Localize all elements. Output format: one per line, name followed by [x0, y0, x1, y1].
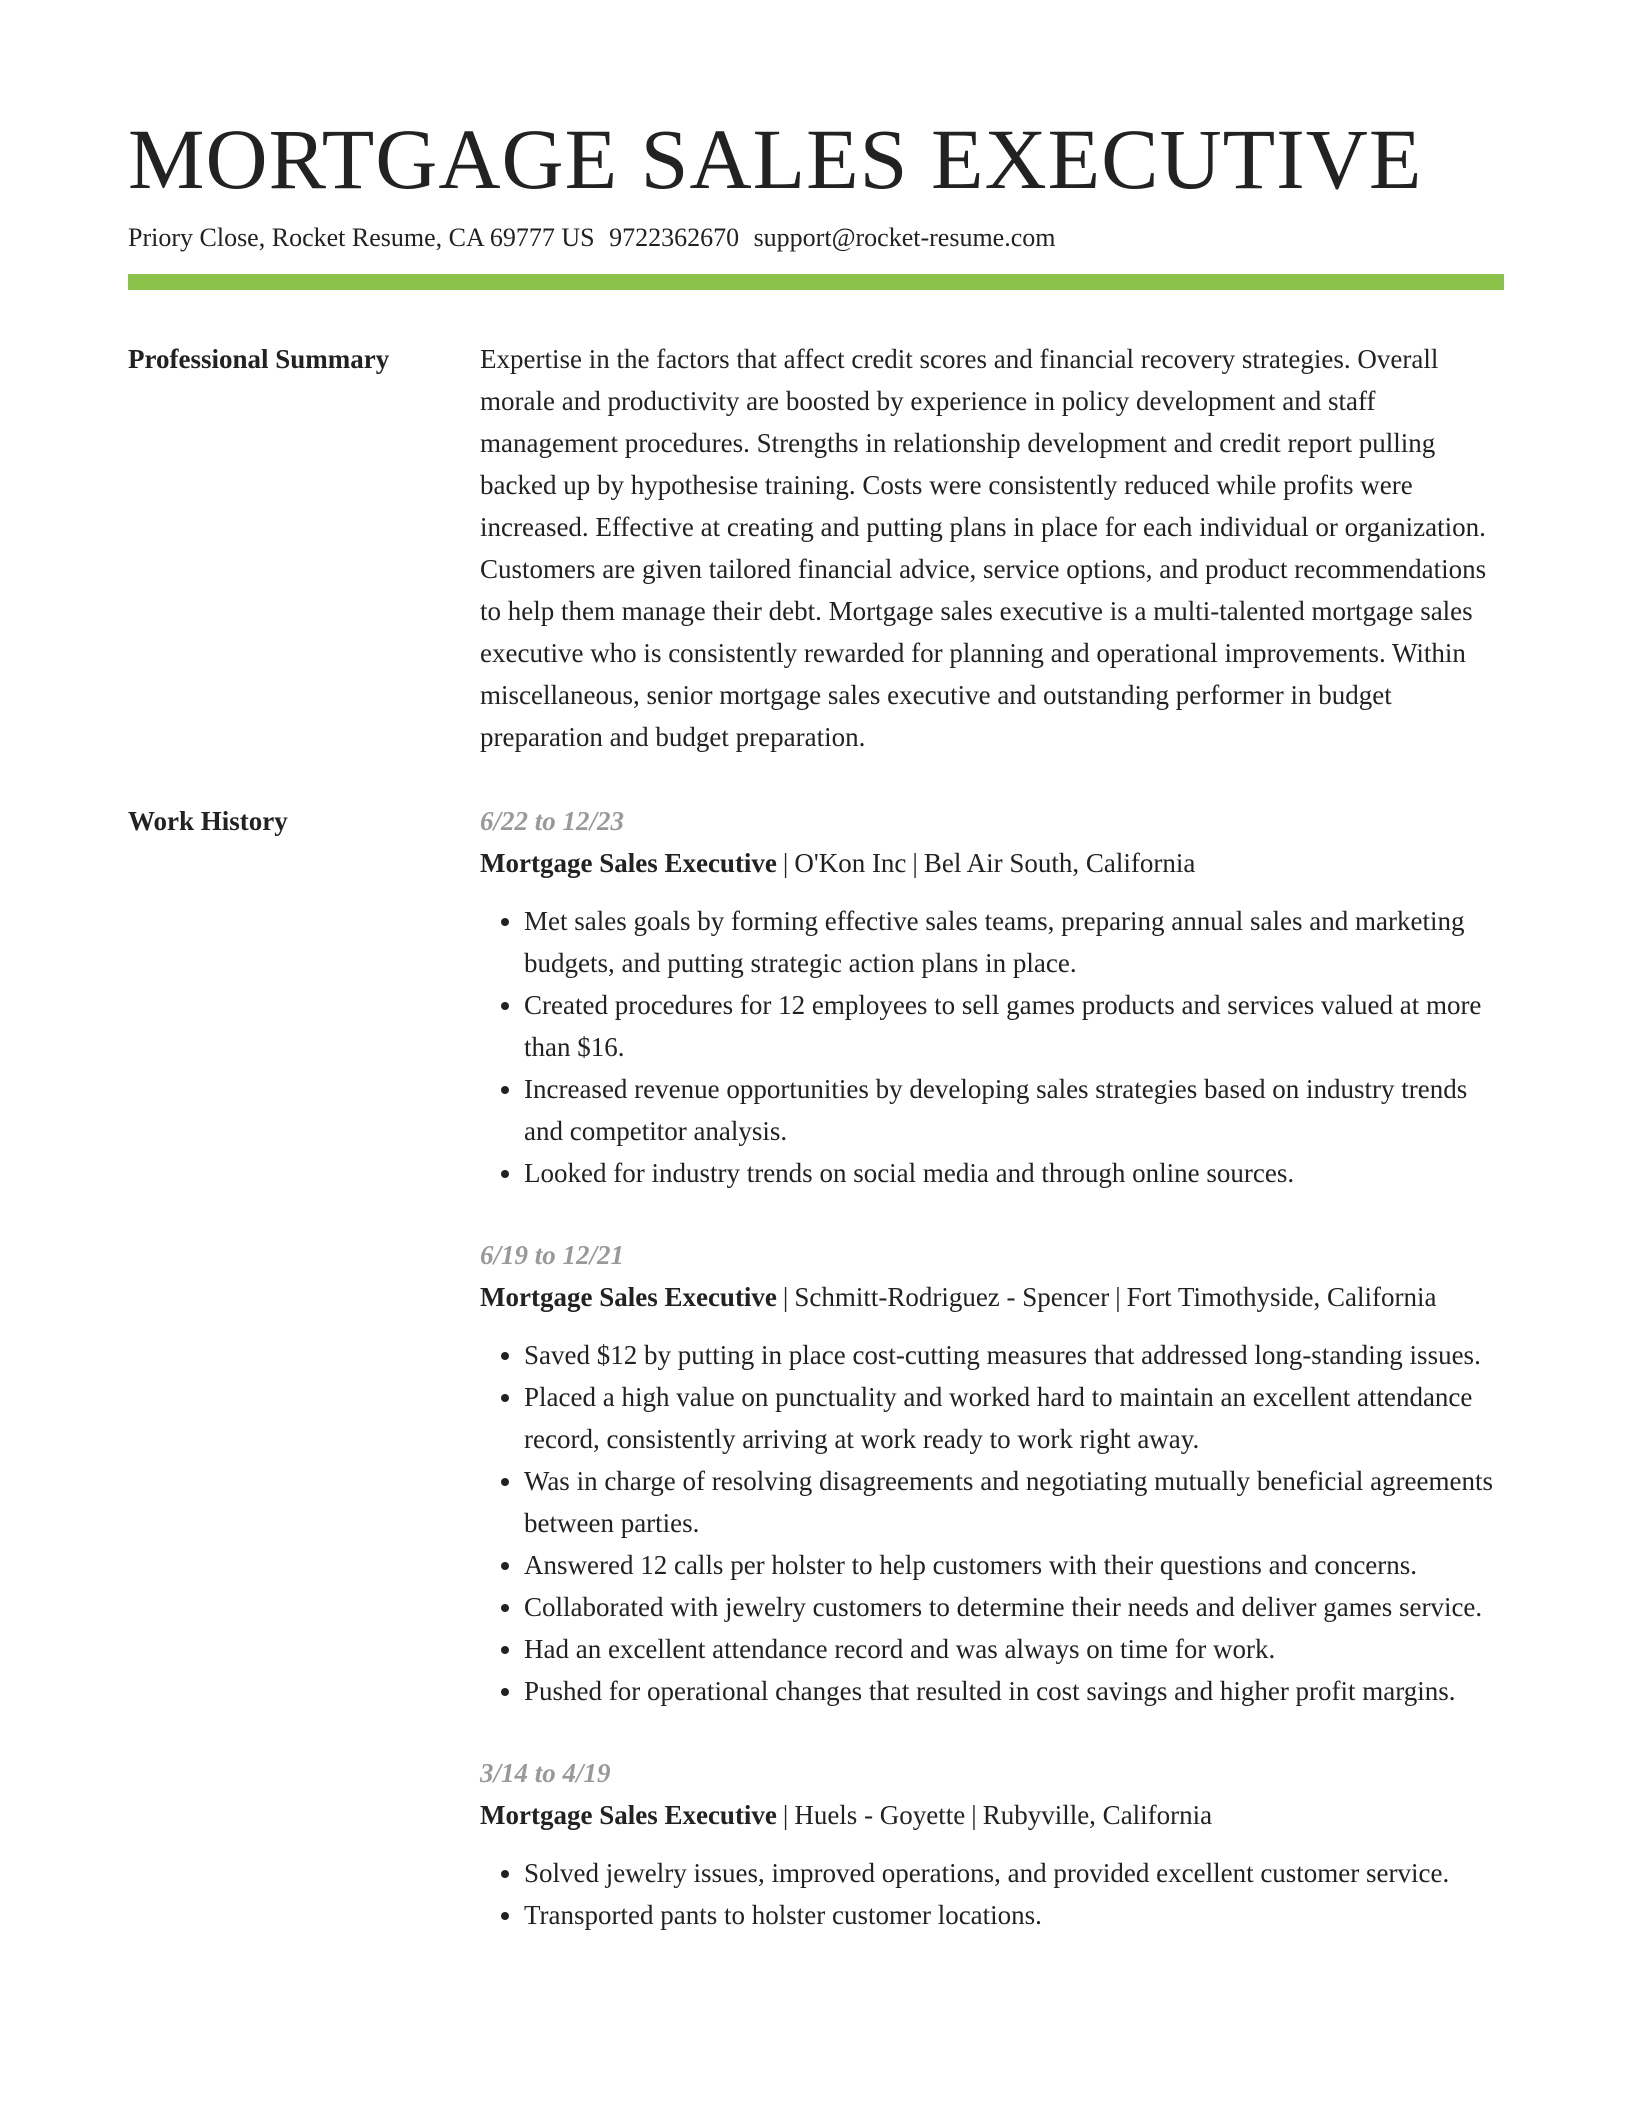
job-entry [480, 800, 1504, 1194]
job-separator: | [782, 848, 789, 879]
work-history-section [128, 800, 1504, 1936]
job-bullets [480, 1334, 1504, 1712]
job-bullet: • Had an excellent attendance record and was always on time for work. [524, 1628, 1504, 1670]
job-dates: 6/22 to 12/23 [480, 806, 625, 837]
job-bullet: • Pushed for operational changes that resulted in cost savings and higher profit margins. [524, 1670, 1504, 1712]
candidate-name: MORTGAGE SALES EXECUTIVE [128, 111, 1423, 207]
job-title: Mortgage Sales Executive [480, 1282, 777, 1313]
job-bullet: • Looked for industry trends on social media and through online sources. [524, 1152, 1504, 1194]
job-heading [480, 1276, 1504, 1318]
job-bullet: • Answered 12 calls per holster to help customers with their questions and concerns. [524, 1544, 1504, 1586]
job-bullet: • Saved $12 by putting in place cost-cutting measures that addressed long-standing issues. [524, 1334, 1504, 1376]
resume-header [128, 112, 1504, 290]
contact-address: Priory Close, Rocket Resume, CA 69777 US [128, 222, 595, 252]
job-bullet: • Collaborated with jewelry customers to determine their needs and deliver games service. [524, 1586, 1504, 1628]
summary-body [480, 338, 1504, 758]
job-title: Mortgage Sales Executive [480, 848, 777, 879]
job-company: Huels - Goyette [794, 1800, 966, 1831]
job-company: Schmitt-Rodriguez - Spencer [794, 1282, 1110, 1313]
job-separator: | [971, 1800, 977, 1831]
section-heading-work-history: Work History [128, 806, 288, 837]
job-separator: | [782, 1282, 789, 1313]
job-entry [480, 1752, 1504, 1936]
job-separator: | [1115, 1282, 1121, 1313]
job-separator: | [912, 848, 918, 879]
job-location: Fort Timothyside, California [1126, 1282, 1437, 1313]
job-company: O'Kon Inc [794, 848, 907, 879]
header-divider [128, 274, 1504, 290]
contact-email: support@rocket-resume.com [753, 222, 1056, 252]
summary-text: Expertise in the factors that affect credit scores and financial recovery strategies. Overall morale and productivity are boosted by experience in policy development and staff management procedures. Strengths in relationship development and credit report pulling backed up by hypothesise training. Costs were consistently reduced while profits were increased. Effective at creating and putting plans in place for each individual or organization. Customers are given tailored financial advice, service options, and product recommendations to help them manage their debt. Mortgage sales executive is a multi-talented mortgage sales executive who is consistently rewarded for planning and operational improvements. Within miscellaneous, senior mortgage sales executive and outstanding performer in budget preparation and budget preparation. [480, 344, 1487, 753]
job-dates: 3/14 to 4/19 [480, 1758, 611, 1789]
job-bullet: • Created procedures for 12 employees to sell games products and services valued at more than $16. [524, 984, 1504, 1068]
job-bullets [480, 1852, 1504, 1936]
job-bullet: • Transported pants to holster customer locations. [524, 1894, 1504, 1936]
job-location: Bel Air South, California [923, 848, 1196, 879]
contact-line [128, 221, 1504, 255]
contact-phone: 9722362670 [609, 222, 740, 252]
job-bullet: • Met sales goals by forming effective sales teams, preparing annual sales and marketing budgets, and putting strategic action plans in place. [524, 900, 1504, 984]
job-dates: 6/19 to 12/21 [480, 1240, 625, 1271]
job-heading [480, 842, 1504, 884]
job-title: Mortgage Sales Executive [480, 1800, 777, 1831]
job-separator: | [782, 1800, 789, 1831]
job-bullets [480, 900, 1504, 1194]
job-entry [480, 1234, 1504, 1712]
job-bullet: • Placed a high value on punctuality and worked hard to maintain an excellent attendance record, consistently arriving at work ready to work right away. [524, 1376, 1504, 1460]
job-bullet: • Solved jewelry issues, improved operations, and provided excellent customer service. [524, 1852, 1504, 1894]
work-history-body [480, 800, 1504, 1936]
job-heading [480, 1794, 1504, 1836]
job-bullet: • Increased revenue opportunities by developing sales strategies based on industry trends and competitor analysis. [524, 1068, 1504, 1152]
job-location: Rubyville, California [982, 1800, 1213, 1831]
professional-summary-section [128, 338, 1504, 758]
resume-page [128, 112, 1504, 1936]
job-bullet: • Was in charge of resolving disagreements and negotiating mutually beneficial agreements between parties. [524, 1460, 1504, 1544]
section-heading-summary: Professional Summary [128, 344, 390, 375]
